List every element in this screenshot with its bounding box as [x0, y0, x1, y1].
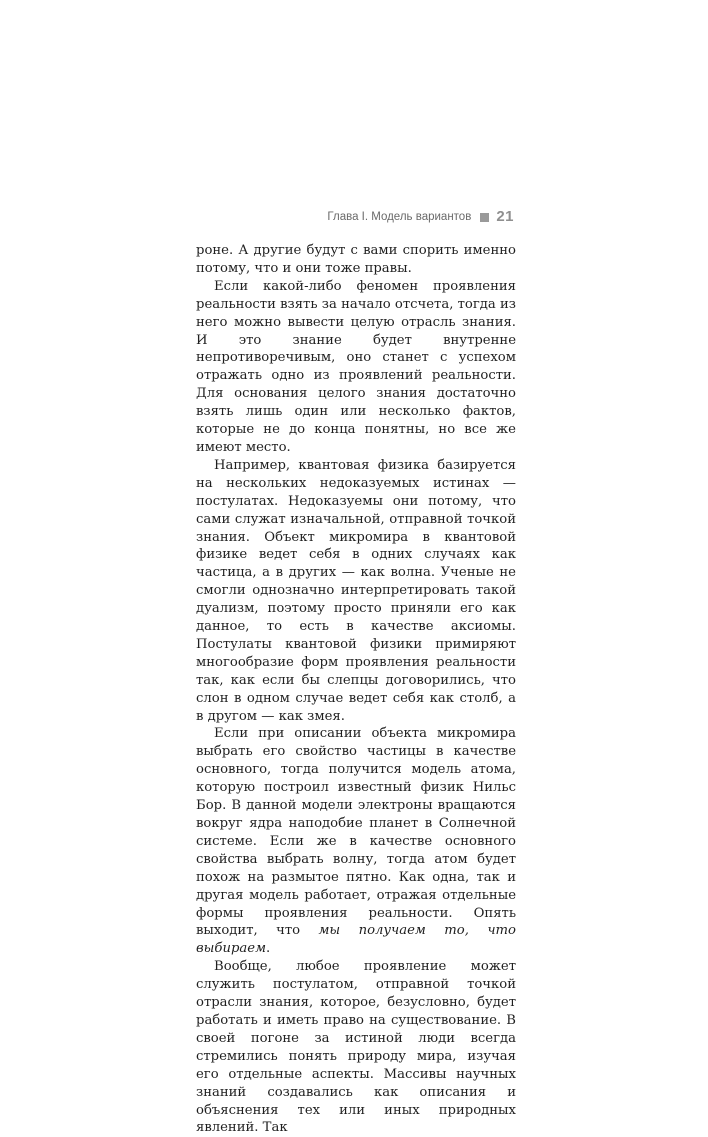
square-icon [480, 213, 489, 222]
paragraph-4-end: . [266, 941, 271, 957]
chapter-title: Глава I. Модель вариантов [327, 211, 472, 223]
paragraph-4-text: Если при описании объекта микромира выбрать его свойство частицы в качестве основного, тогда получится модель атома, которую построил известный физик Нильс Бор. В данной модели электроны вращаются вокруг ядра наподобие планет в Солнечной системе. Если же в качестве основного свойства выбрать волну, тогда атом будет похож на размытое пятно. Как одна, так и другая модель работает, отражая отдельные формы проявления реальности. Опять выходит, что [196, 726, 516, 939]
paragraph-4 [196, 725, 516, 958]
paragraph-1: роне. А другие будут с вами спорить именно потому, что и они тоже правы. [196, 243, 516, 276]
page-number: 21 [496, 208, 514, 225]
paragraph-3: Например, квантовая физика базируется на нескольких недоказуемых истинах — постулатах. Недоказуемы они потому, что сами служат изначальной, отправной точкой знания. Объект микромира в квантовой физике ведет себя в одних случаях как частица, а в других — как волна. Ученые не смогли однозначно интерпретировать такой дуализм, поэтому просто приняли его как данное, то есть в качестве аксиомы. Постулаты квантовой физики примиряют многообразие форм проявления реальности так, как если бы слепцы договорились, что слон в одном случае ведет себя как столб, а в другом — как змея. [196, 457, 516, 724]
paragraph-4-emphasis: мы получаем то, что выбираем [196, 923, 516, 957]
running-header [196, 208, 514, 226]
paragraph-5: Вообще, любое проявление может служить постулатом, отправной точкой отрасли знания, которое, безусловно, будет работать и иметь право на существование. В своей погоне за истиной люди всегда стремились понять природу мира, изучая его отдельные аспекты. Массивы научных знаний создавались как описания и объяснения тех или иных природных явлений. Так [196, 959, 516, 1136]
body-text [196, 242, 516, 1137]
paragraph-2: Если какой-либо феномен проявления реальности взять за начало отсчета, тогда из него можно вывести целую отрасль знания. И это знание будет внутренне непротиворечивым, оно станет с успехом отражать одно из проявлений реальности. Для основания целого знания достаточно взять лишь один или несколько фактов, которые не до конца понятны, но все же имеют место. [196, 278, 516, 455]
